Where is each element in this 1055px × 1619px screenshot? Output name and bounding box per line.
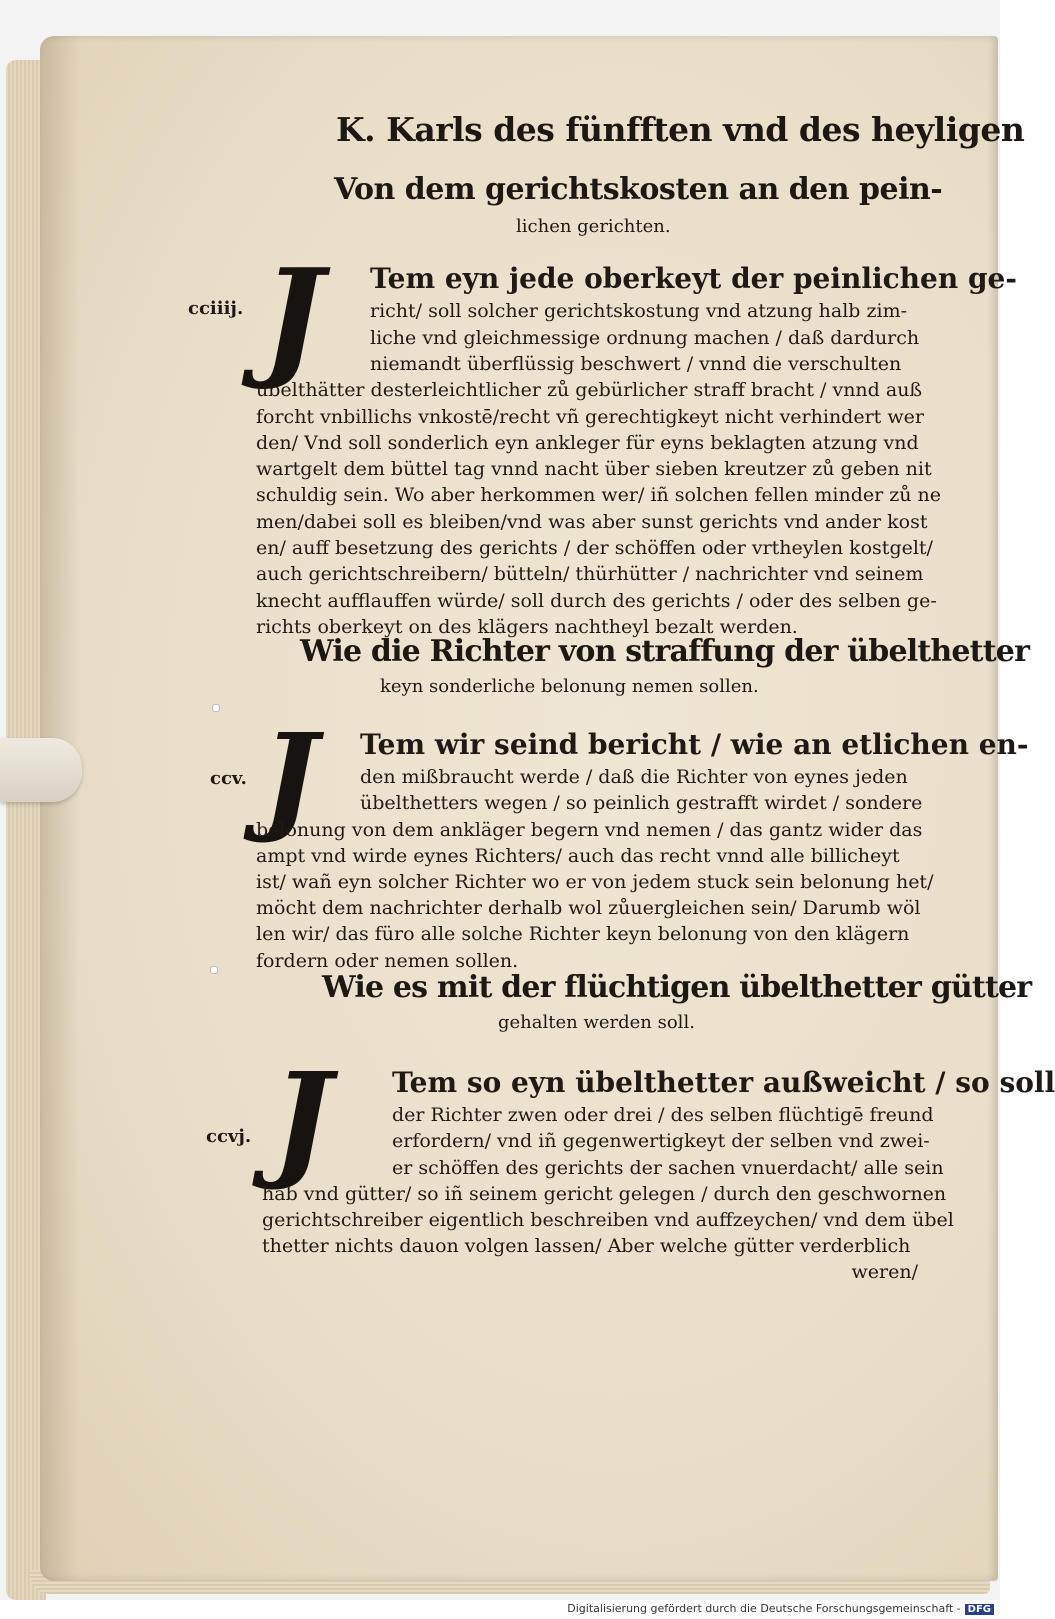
running-head: K. Karls des fünfften vnd des heyligen	[336, 110, 1025, 149]
dfg-logo: DFG	[965, 1604, 994, 1615]
text-line: ist/ wañ eyn solcher Richter wo er von jedem stuck sein belonung het/	[256, 871, 934, 893]
punch-hole	[212, 704, 220, 712]
text-line: der Richter zwen oder drei / des selben flüchtigē freund	[392, 1104, 934, 1127]
drop-cap: J	[262, 240, 324, 393]
text-line: übelthetters wegen / so peinlich gestrafft wirdet / sondere	[360, 792, 923, 815]
text-line: knecht aufflauffen würde/ soll durch des gerichts / oder des selben ge-	[256, 589, 937, 612]
text-line: hab vnd gütter/ so iñ seinem gericht gelegen / durch den geschwornen	[262, 1182, 947, 1205]
drop-cap: J	[262, 707, 318, 846]
text-line: gerichtschreiber eigentlich beschreiben vnd auffzeychen/ vnd dem übel	[262, 1209, 954, 1231]
text-line: thetter nichts dauon volgen lassen/ Aber welche gütter verderblich	[262, 1235, 911, 1258]
section-title: Von dem gerichtskosten an den pein-	[334, 172, 943, 207]
text-line: niemandt überflüssig beschwert / vnnd die verschulten	[370, 352, 902, 375]
drop-cap: J	[272, 1045, 332, 1193]
text-line: liche vnd gleichmessige ordnung machen / daß dardurch	[370, 326, 920, 349]
first-line: Tem so eyn übelthetter außweicht / so soll	[392, 1066, 1055, 1099]
page-clip	[0, 738, 82, 802]
text-line: belonung von dem ankläger begern vnd nemen / das gantz wider das	[256, 818, 923, 841]
first-line: Tem eyn jede oberkeyt der peinlichen ge-	[370, 262, 1017, 295]
text-line: erfordern/ vnd iñ gegenwertigkeyt der selben vnd zwei-	[392, 1130, 930, 1153]
text-line: schuldig sein. Wo aber herkommen wer/ iñ solchen fellen minder zů ne	[256, 484, 942, 507]
text-line: richt/ soll solcher gerichtskostung vnd atzung halb zim-	[370, 300, 908, 323]
footer-credit	[567, 1602, 994, 1615]
text-line: den mißbraucht werde / daß die Richter von eynes jeden	[360, 766, 908, 789]
footer-text: Digitalisierung gefördert durch die Deutsche Forschungsgemeinschaft -	[567, 1602, 961, 1615]
article-number: ccv.	[210, 768, 247, 789]
article-number: cciiij.	[188, 298, 244, 319]
section-subtitle: gehalten werden soll.	[498, 1012, 695, 1033]
text-line: er schöffen des gerichts der sachen vnuerdacht/ alle sein	[392, 1156, 944, 1179]
text-line: den/ Vnd soll sonderlich eyn ankleger für eyns beklagten atzung vnd	[256, 431, 919, 454]
gutter-shadow	[40, 36, 80, 1581]
text-line: ampt vnd wirde eynes Richters/ auch das recht vnnd alle billicheyt	[256, 844, 900, 867]
text-line: men/dabei soll es bleiben/vnd was aber sunst gerichts vnd ander kost	[256, 510, 928, 533]
section-subtitle: lichen gerichten.	[516, 216, 671, 237]
section-subtitle: keyn sonderliche belonung nemen sollen.	[380, 676, 759, 697]
text-line: richts oberkeyt on des klägers nachtheyl bezalt werden.	[256, 615, 798, 638]
text-line: en/ auff besetzung des gerichts / der schöffen oder vrtheylen kostgelt/	[256, 537, 933, 559]
text-line: möcht dem nachrichter derhalb wol zůuergleichen sein/ Darumb wöl	[256, 897, 921, 920]
first-line: Tem wir seind bericht / wie an etlichen en-	[360, 728, 1029, 761]
text-line: weren/	[851, 1261, 918, 1284]
section-title: Wie es mit der flüchtigen übelthetter gütter	[322, 970, 1032, 1005]
text-line: len wir/ das füro alle solche Richter keyn belonung von den klägern	[256, 923, 910, 946]
text-line: fordern oder nemen sollen.	[256, 949, 519, 972]
text-line: übelthätter desterleichtlicher zů gebürlicher straff bracht / vnnd auß	[256, 379, 923, 402]
section-title: Wie die Richter von straffung der übelthetter	[300, 634, 1030, 669]
punch-hole	[210, 966, 218, 974]
text-line: auch gerichtschreibern/ bütteln/ thürhütter / nachrichter vnd seinem	[256, 563, 924, 586]
article-number: ccvj.	[206, 1126, 252, 1147]
text-line: forcht vnbillichs vnkostē/recht vñ gerechtigkeyt nicht verhindert wer	[256, 405, 924, 428]
text-line: wartgelt dem büttel tag vnnd nacht über sieben kreutzer zů geben nit	[256, 458, 932, 481]
